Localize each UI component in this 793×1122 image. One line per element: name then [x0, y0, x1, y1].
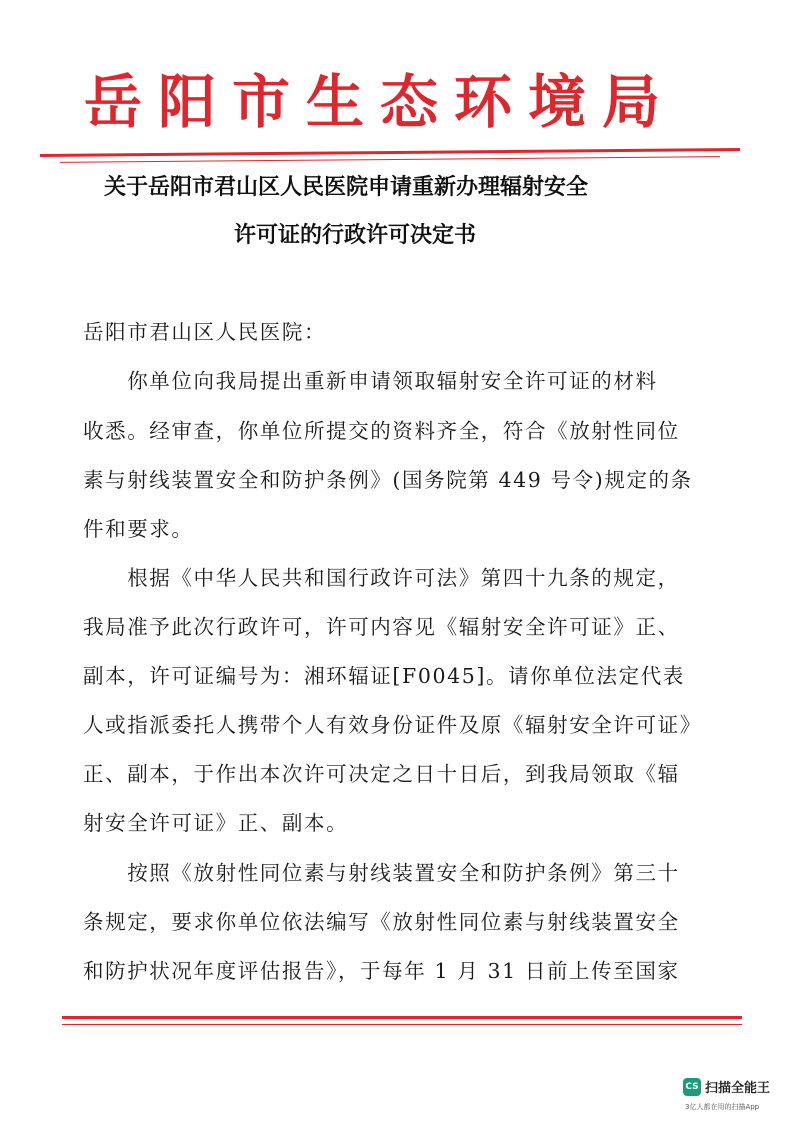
body-line: 你单位向我局提出重新申请领取辐射安全许可证的材料 — [83, 369, 658, 393]
body-line: 收悉。经审查，你单位所提交的资料齐全，符合《放射性同位 — [83, 419, 680, 443]
header-red-rule-thick — [40, 148, 740, 157]
scanner-watermark — [683, 1076, 783, 1116]
body-line: 按照《放射性同位素与射线装置安全和防护条例》第三十 — [83, 861, 680, 885]
body-line: 根据《中华人民共和国行政许可法》第四十九条的规定， — [83, 566, 680, 590]
body-line: 正、副本，于作出本次许可决定之日十日后，到我局领取《辐 — [83, 762, 680, 786]
watermark-slogan: 3亿人都在用的扫描App — [685, 1103, 760, 1111]
document-title-line-2: 许可证的行政许可决定书 — [234, 223, 477, 248]
watermark-app-name: 扫描全能王 — [705, 1081, 771, 1096]
header-red-rule-thin — [60, 156, 720, 163]
footer-red-rule-thin — [62, 1024, 742, 1025]
document-title-line-1: 关于岳阳市君山区人民医院申请重新办理辐射安全 — [104, 175, 589, 200]
body-line: 射安全许可证》正、副本。 — [83, 811, 349, 835]
camscanner-logo-icon: CS — [683, 1078, 701, 1096]
body-line: 和防护状况年度评估报告》，于每年 1 月 31 日前上传至国家 — [83, 959, 680, 983]
body-line: 件和要求。 — [83, 517, 194, 541]
body-line: 我局准予此次行政许可，许可内容见《辐射安全许可证》正、 — [83, 615, 680, 639]
organization-header: 岳阳市生态环境局 — [84, 68, 677, 136]
body-line: 素与射线装置安全和防护条例》(国务院第 449 号令)规定的条 — [83, 468, 693, 492]
body-line: 人或指派委托人携带个人有效身份证件及原《辐射安全许可证》 — [83, 713, 702, 737]
body-line: 副本，许可证编号为：湘环辐证[F0045]。请你单位法定代表 — [83, 664, 685, 688]
footer-red-rule-thick — [62, 1016, 742, 1019]
addressee: 岳阳市君山区人民医院： — [83, 320, 327, 344]
body-line: 条规定，要求你单位依法编写《放射性同位素与射线装置安全 — [83, 910, 680, 934]
